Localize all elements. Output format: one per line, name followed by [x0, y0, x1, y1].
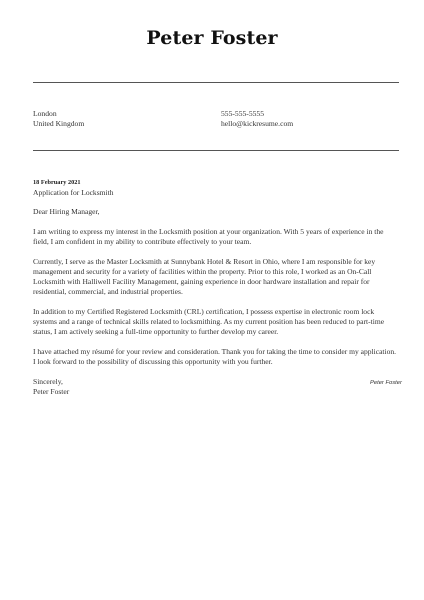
letter-paragraph-1: I am writing to express my interest in the Locksmith position at your organization. With 5 years of experience in the field, I am confident in my ability to contribute effectively to your team. — [33, 227, 384, 246]
letter-paragraph-4: I have attached my résumé for your review and consideration. Thank you for taking the time to consider my application. I look forward to the possibility of discussing this opportunity with you further. — [33, 347, 397, 366]
letter-closing — [33, 377, 399, 397]
contact-email: hello@kickresume.com — [221, 119, 294, 128]
contact-phone: 555-555-5555 — [221, 109, 265, 118]
top-divider — [33, 82, 399, 83]
letter-subject: Application for Locksmith — [33, 188, 114, 197]
applicant-name: Peter Foster — [146, 27, 278, 49]
closing-name: Peter Foster — [33, 387, 70, 396]
closing-phrase: Sincerely, — [33, 377, 63, 386]
letter-paragraph-3: In addition to my Certified Registered Locksmith (CRL) certification, I possess expertise in electronic room lock systems and a range of technical skills related to locksmithing. As my current position has been reduced to part-time status, I am actively seeking a full-time opportunity to further develop my career. — [33, 307, 385, 336]
bottom-divider — [33, 150, 399, 151]
contact-details — [221, 109, 293, 129]
letter-body — [33, 178, 399, 397]
contact-location — [33, 109, 84, 129]
letter-paragraph-2: Currently, I serve as the Master Locksmith at Sunnybank Hotel & Resort in Ohio, where I am responsible for key management and security for a variety of facilities within the property. Prior to this role, I worked as an On-Call Locksmith with Halliwell Facility Management, gaining experience in door hardware installation and repair for residential, commercial, and industrial properties. — [33, 257, 376, 296]
signature: Peter Foster — [370, 380, 402, 386]
letter-salutation: Dear Hiring Manager, — [33, 207, 100, 216]
contact-city: London — [33, 109, 57, 118]
contact-country: United Kingdom — [33, 119, 85, 128]
letter-date: 18 February 2021 — [33, 179, 81, 186]
